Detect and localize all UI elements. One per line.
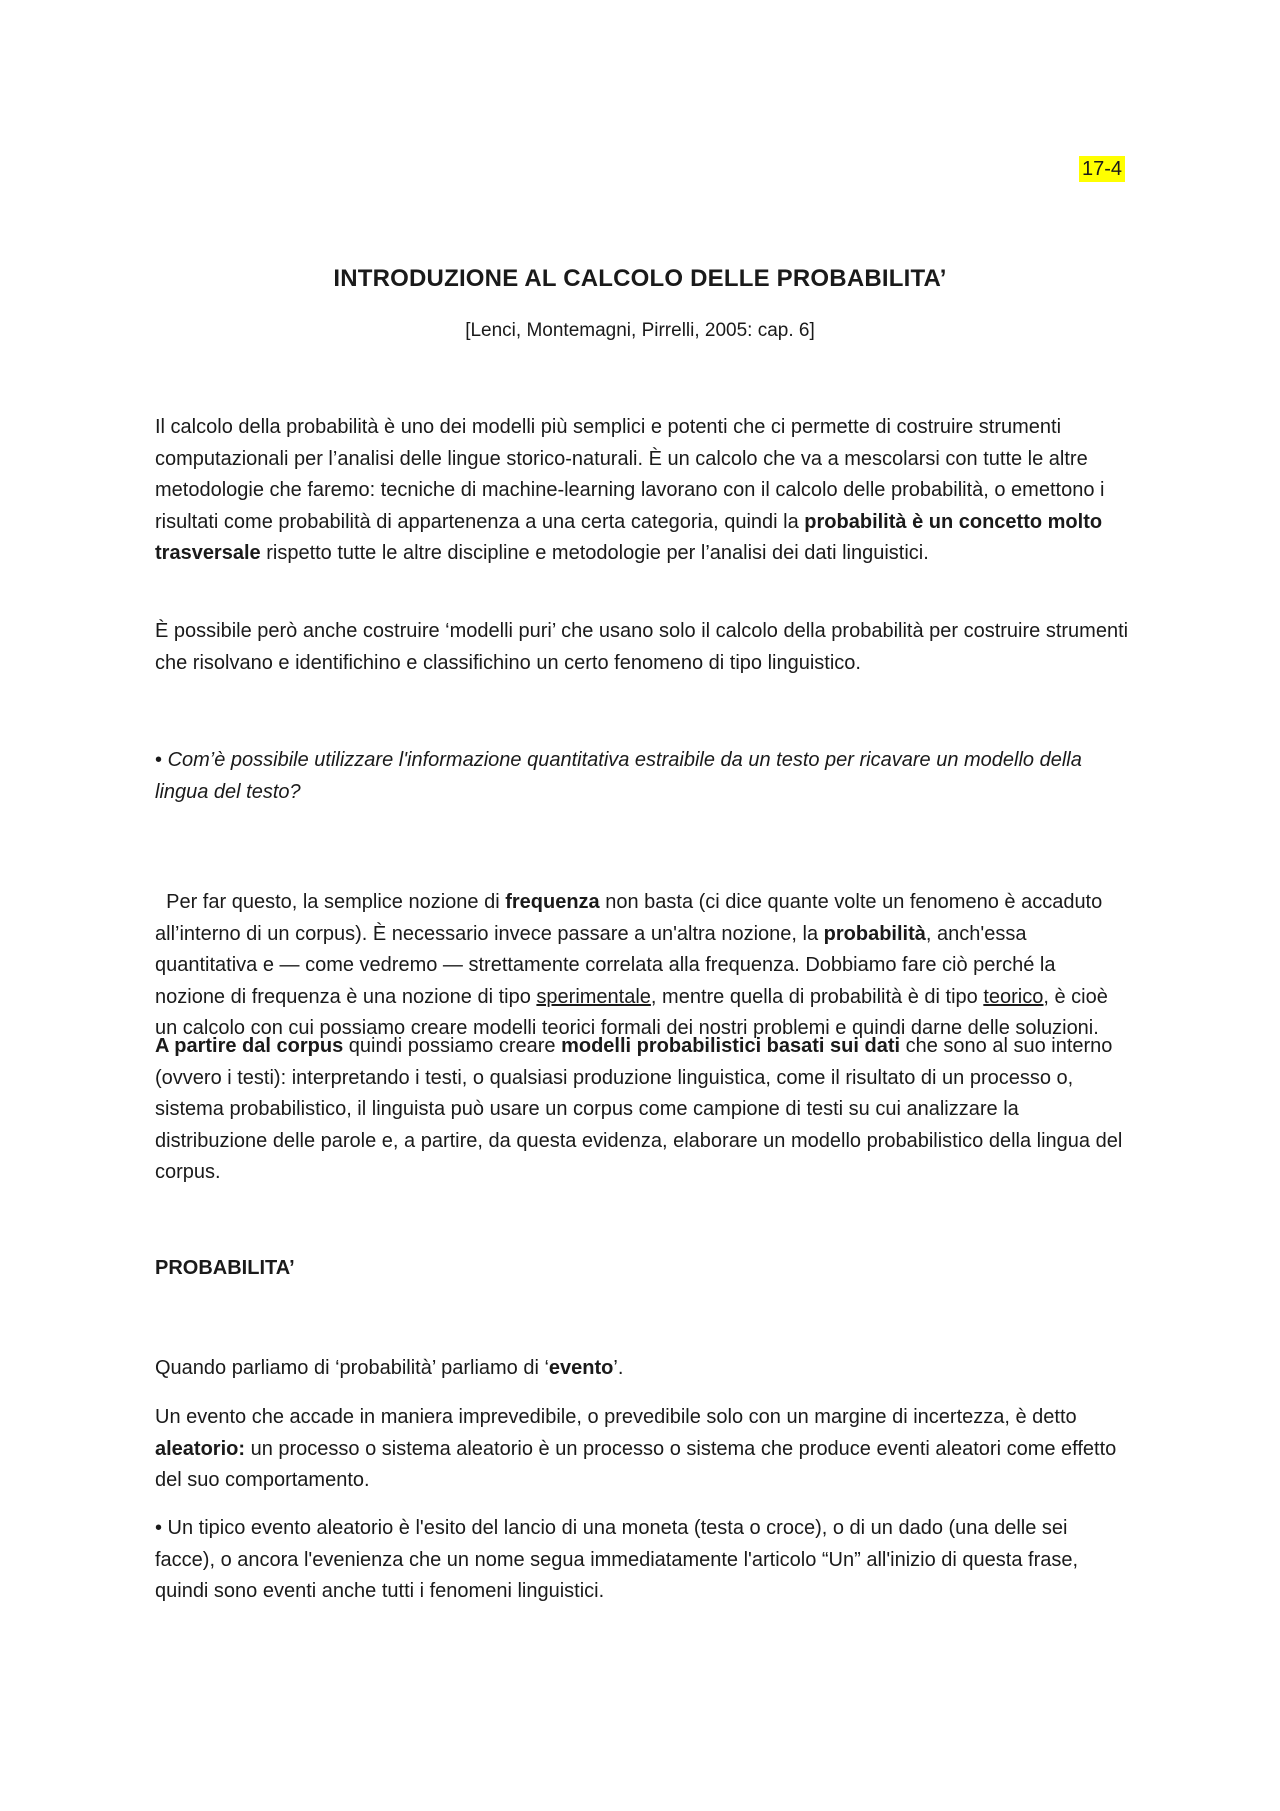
intro-bold: probabilità è un concetto molto trasversale <box>155 510 1103 564</box>
corpus-paragraph <box>155 1031 1130 1189</box>
question-paragraph <box>155 745 1130 808</box>
prob-p3-text: • Un tipico evento aleatorio è l'esito del lancio di una moneta (testa o croce), o di un dado (una delle sei facce), o ancora l'evenienza che un nome segua immediatamente l'articolo “Un” all'inizio di questa frase, quindi sono eventi anche tutti i fenomeni linguistici. <box>155 1517 1079 1602</box>
corpus-text-2: che sono al suo interno (ovvero i testi): interpretando i testi, o qualsiasi produzione linguistica, come il risultato di un processo o, sistema probabilistico, il linguista può usare un corpus come campione di testi su cui analizzare la distribuzione delle parole e, a partire, da questa evidenza, elaborare un modello probabilistico della lingua del corpus. <box>155 1035 1123 1183</box>
prob-bold-aleatorio: aleatorio: <box>155 1437 246 1460</box>
answer-bold-frequenza: frequenza <box>505 891 600 913</box>
prob-p2-text-1: Un evento che accade in maniera imprevedibile, o prevedibile solo con un margine di incertezza, è detto <box>155 1406 1077 1428</box>
prob-p2-text-2: un processo o sistema aleatorio è un processo o sistema che produce eventi aleatori come effetto del suo comportamento. <box>155 1437 1117 1491</box>
question-bullet: • <box>155 749 168 771</box>
question-text: Com’è possibile utilizzare l'informazione quantitativa estraibile da un testo per ricavare un modello della lingua del testo? <box>155 749 1082 803</box>
prob-bold-evento: evento <box>548 1357 614 1379</box>
probability-paragraph-1 <box>155 1353 1130 1385</box>
answer-text-3: , anch'essa quantitativa e — come vedremo — strettamente correlata alla frequenza. Dobbiamo fare ciò perché la nozione di frequenza è una nozione di tipo <box>155 922 1062 1008</box>
intro-text-2: rispetto tutte le altre discipline e metodologie per l’analisi dei dati linguistici. <box>260 542 929 564</box>
answer-text-5: è cioè un calcolo con cui possiamo creare modelli teorici formali dei nostri problemi e quindi darne delle soluzioni. <box>155 985 1114 1039</box>
answer-text-4: , mentre quella di probabilità è di tipo <box>650 985 984 1008</box>
corpus-bold-2: modelli probabilistici basati sui dati <box>561 1035 901 1057</box>
intro-text-1: Il calcolo della probabilità è uno dei modelli più semplici e potenti che ci permette di costruire strumenti computazionali per l’analisi delle lingue storico-naturali. È un calcolo che va a mescolarsi con tutte le altre metodologie che faremo: tecniche di machine-learning lavorano con il calcolo delle probabilità, o emettono i risultati come probabilità di appartenenza a una certa categoria, quindi la <box>155 416 1105 533</box>
corpus-text-1: quindi possiamo creare <box>343 1035 562 1057</box>
answer-underline-teorico: teorico, <box>983 985 1049 1008</box>
intro-paragraph-2 <box>155 616 1130 679</box>
section-heading: PROBABILITA’ <box>155 1257 295 1279</box>
intro-paragraph-1 <box>155 412 1130 570</box>
date-tag: 17-4 <box>1079 156 1125 182</box>
prob-text-2: ’. <box>613 1357 624 1379</box>
prob-text-1: Quando parliamo di ‘probabilità’ parliamo di ‘ <box>155 1357 549 1379</box>
probability-paragraph-3 <box>155 1513 1130 1608</box>
probability-paragraph-2 <box>155 1402 1130 1497</box>
corpus-bold-1: A partire dal corpus <box>155 1035 344 1057</box>
intro-text-p2: È possibile però anche costruire ‘modelli puri’ che usano solo il calcolo della probabilità per costruire strumenti che risolvano e identifichino e classifichino un certo fenomeno di tipo linguistico. <box>155 620 1129 674</box>
page-title: INTRODUZIONE AL CALCOLO DELLE PROBABILITA’ <box>333 265 947 292</box>
answer-underline-sperimentale: sperimentale <box>536 985 651 1008</box>
answer-text-1: Per far questo, la semplice nozione di <box>155 891 506 913</box>
answer-bold-probabilita: probabilità <box>823 922 926 945</box>
citation: [Lenci, Montemagni, Pirrelli, 2005: cap. 6] <box>465 320 815 341</box>
answer-text-2: non basta (ci dice quante volte un fenomeno è accaduto all’interno di un corpus). È necessario invece passare a un'altra nozione, la <box>155 891 1108 945</box>
